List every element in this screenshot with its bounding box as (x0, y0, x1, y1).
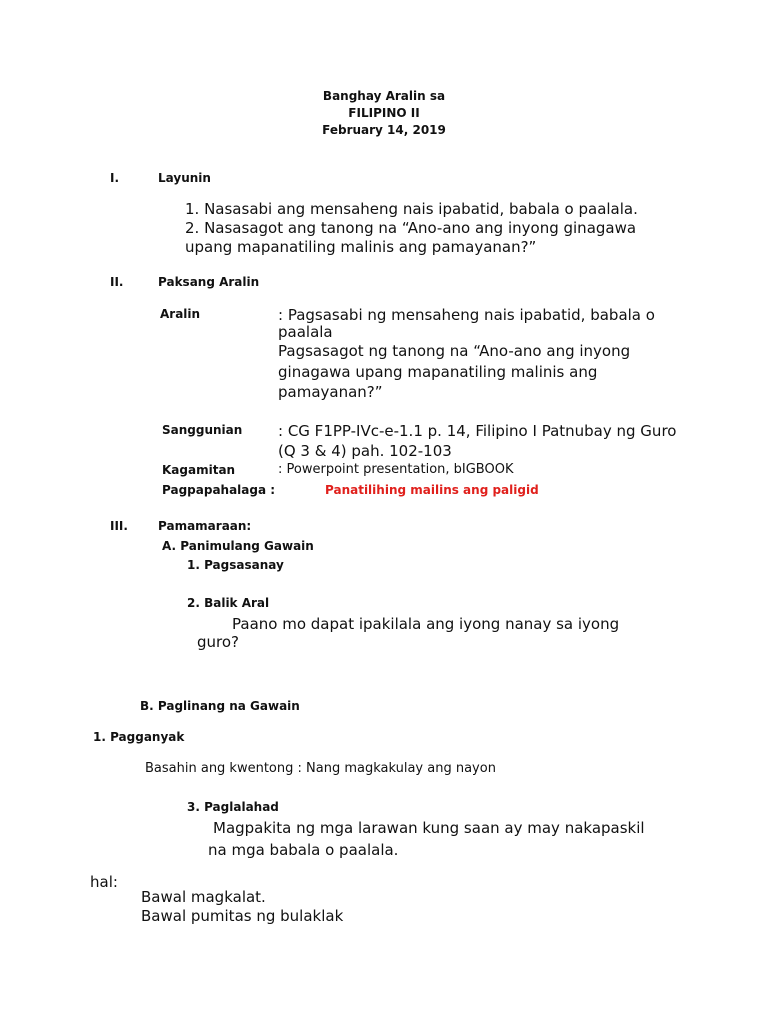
section-1-number: I. (110, 171, 120, 185)
section-1-title: Layunin (158, 171, 211, 185)
objective-1: 1. Nasasabi ang mensaheng nais ipabatid, babala o paalala. (185, 200, 638, 218)
subsection-a-title: A. Panimulang Gawain (162, 539, 314, 553)
paglalahad-heading: 3. Paglalahad (187, 800, 279, 814)
pagganyak-text: Basahin ang kwentong : Nang magkakulay ang nayon (145, 761, 496, 776)
aralin-line-2: paalala (278, 323, 333, 341)
section-2-title: Paksang Aralin (158, 275, 260, 289)
kagamitan-label: Kagamitan (162, 463, 236, 477)
paglalahad-text-2: na mga babala o paalala. (208, 841, 399, 859)
pagganyak-heading: 1. Pagganyak (93, 730, 185, 744)
doc-subject: FILIPINO II (348, 106, 420, 120)
doc-title: Banghay Aralin sa (322, 89, 446, 103)
section-3-title: Pamamaraan: (158, 519, 252, 533)
aralin-line-5: pamayanan?” (278, 383, 383, 401)
section-2-number: II. (110, 275, 124, 289)
aralin-line-3: Pagsasagot ng tanong na “Ano-ano ang inyong (278, 342, 631, 360)
example-2: Bawal pumitas ng bulaklak (141, 907, 344, 925)
balik-aral-text-2: guro? (197, 633, 240, 651)
balik-aral-heading: 2. Balik Aral (187, 596, 270, 610)
aralin-line-4: ginagawa upang mapanatiling malinis ang (278, 363, 598, 381)
objective-2-cont: upang mapanatiling malinis ang pamayanan?” (185, 238, 537, 256)
balik-aral-text-1: Paano mo dapat ipakilala ang iyong nanay sa iyong (232, 615, 620, 633)
kagamitan-value: : Powerpoint presentation, bIGBOOK (278, 462, 514, 477)
pagpapahalaga-value: Panatilihing mailins ang paligid (325, 483, 539, 497)
pagsasanay-heading: 1. Pagsasanay (187, 558, 284, 572)
paglalahad-text-1: Magpakita ng mga larawan kung saan ay may nakapaskil (213, 819, 645, 837)
sanggunian-label: Sanggunian (162, 423, 243, 437)
doc-date: February 14, 2019 (322, 123, 446, 137)
aralin-label: Aralin (160, 307, 201, 321)
example-1: Bawal magkalat. (141, 888, 266, 906)
objective-2: 2. Nasasagot ang tanong na “Ano-ano ang inyong ginagawa (185, 219, 637, 237)
pagpapahalaga-label: Pagpapahalaga : (162, 483, 276, 497)
hal-label: hal: (90, 873, 118, 891)
aralin-line-1: : Pagsasabi ng mensaheng nais ipabatid, babala o (278, 306, 655, 324)
sanggunian-line-2: (Q 3 & 4) pah. 102-103 (278, 442, 452, 460)
sanggunian-line-1: : CG F1PP-IVc-e-1.1 p. 14, Filipino I Patnubay ng Guro (278, 422, 677, 440)
subsection-b-title: B. Paglinang na Gawain (140, 699, 300, 713)
section-3-number: III. (110, 519, 128, 533)
